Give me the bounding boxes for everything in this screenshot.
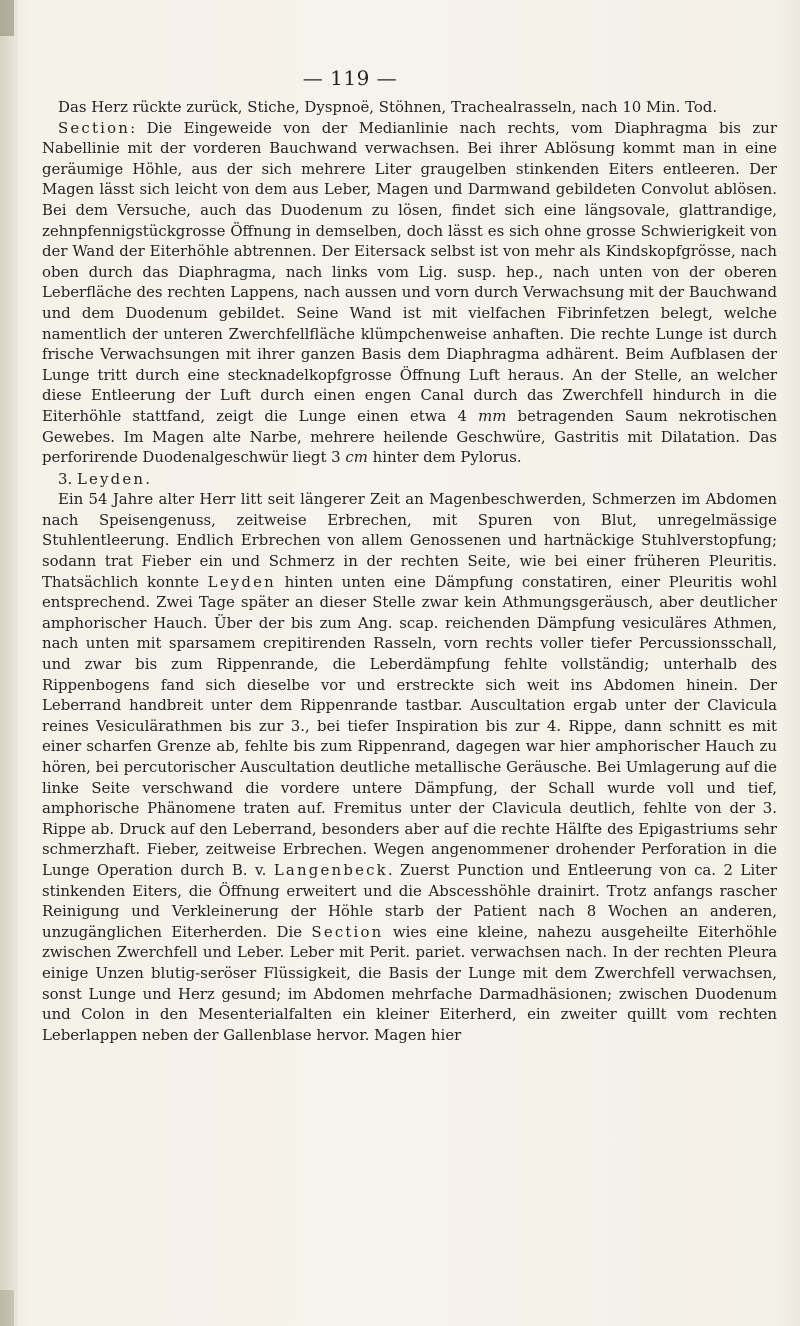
paragraph-text: hinter dem Pylorus.: [367, 448, 522, 467]
paragraph: [42, 489, 777, 1045]
paragraph-text: . Zuerst Punction und Entleerung von ca. 2 Liter stinkenden Eiters, die Öffnung erweitert und die Abscesshöhle drainirt. Trotz anfangs rascher Reinigung und Verkleinerung der Höhle starb der Patient nach 8 Wochen an anderen, unzugänglichen Eiterherden. Die: [42, 860, 778, 941]
paragraph: [42, 118, 777, 468]
case-author: Leyden.: [76, 469, 153, 488]
page-binding-edge: [0, 0, 18, 1326]
section-label: Section: [58, 118, 131, 137]
body-text: [42, 97, 777, 1045]
paragraph-text: Das Herz rückte zurück, Stiche, Dyspnoë, Stöhnen, Trachealrasseln, nach 10 Min. Tod.: [58, 98, 718, 116]
paragraph-text: : Die Eingeweide von der Medianlinie nach rechts, vom Diaphragma bis zur Nabellinie mit der vorderen Bauchwand verwachsen. Bei ihrer Ablösung kommt man in eine geräumige Höhle, aus der sich mehrere Liter graugelben stinkenden Eiters entleeren. Der Magen lässt sich leicht von dem aus Leber, Magen und Darmwand gebildeten Convolut ablösen. Bei dem Versuche, auch das Duodenum zu lösen, findet sich eine längsovale, glattrandige, zehnpfennigstückgrosse Öffnung in demselben, doch lässt es sich ohne grosse Schwierigkeit von der Wand der Eiterhöhle abtrennen. Der Eitersack selbst ist von mehr als Kindskopfgrösse, nach oben durch das Diaphragma, nach links vom Lig. susp. hep., nach unten von der oberen Leberfläche des rechten Lappens, nach aussen und vorn durch Verwachsung mit der Bauchwand und dem Duodenum gebildet. Seine Wand ist mit vielfachen Fibrinfetzen belegt, welche namentlich der unteren Zwerchfellfläche klümpchenweise anhaften. Die rechte Lunge ist durch frische Verwachsungen mit ihrer ganzen Basis dem Diaphragma adhärent. Beim Aufblasen der Lunge tritt durch eine stecknadelkopfgrosse Öffnung Luft heraus. An der Stelle, an welcher diese Entleerung der Luft durch einen engen Canal durch das Zwerchfell hindurch in die Eiterhöhle stattfand, zeigt die Lunge einen etwa 4: [42, 118, 777, 425]
paragraph-text: Ein 54 Jahre alter Herr litt seit längerer Zeit an Magenbeschwerden, Schmerzen im Abdomen nach Speisengenuss, zeitweise Erbrechen, mit Spuren von Blut, unregelmässige Stuhlentleerung. Endlich Erbrechen von allem Genossenen und hartnäckige Stuhlverstopfung; sodann trat Fieber ein und Schmerz in der rechten Seite, wie bei einer früheren Pleuritis. Thatsächlich konnte: [42, 490, 777, 591]
unit-text: mm: [478, 406, 507, 425]
unit-text: cm: [345, 448, 368, 467]
case-number: 3.: [58, 469, 77, 488]
paragraph: [42, 97, 777, 118]
page-number: — 119 —: [302, 66, 398, 90]
section-label: Section: [311, 922, 384, 941]
page-edge-mark: [0, 1290, 14, 1326]
case-heading: [42, 469, 777, 490]
paragraph-text: wies eine kleine, nahezu ausgeheilte Eiterhöhle zwischen Zwerchfell und Leber. Leber mit Perit. pariet. verwachsen nach. In der rechten Pleura einige Unzen blutig-seröser Flüssigkeit, die Basis der Lunge mit dem Zwerchfell verwachsen, sonst Lunge und Herz gesund; im Abdomen mehrfache Darmadhäsionen; zwischen Duodenum und Colon in den Mesenterialfalten ein kleiner Eiterherd, ein zweiter quillt vom rechten Leberlappen neben der Gallenblase hervor. Magen hier: [42, 922, 777, 1044]
page-edge-mark: [0, 0, 14, 36]
author-name: Langenbeck: [273, 860, 388, 879]
paragraph-text: hinten unten eine Dämpfung constatiren, einer Pleuritis wohl entsprechend. Zwei Tage später an dieser Stelle zwar kein Athmungsgeräusch, aber deutlicher amphorischer Hauch. Über der bis zum Ang. scap. reichenden Dämpfung vesiculäres Athmen, nach unten mit sparsamem crepitirenden Rasseln, vorn rechts voller tiefer Percussionsschall, und zwar bis zum Rippenrande, die Leberdämpfung fehlte vollständig; unterhalb des Rippenbogens fand sich dieselbe vor und erstreckte sich weit ins Abdomen hinein. Der Leberrand handbreit unter dem Rippenrande tastbar. Auscultation ergab unter der Clavicula reines Vesiculärathmen bis zur 3., bei tiefer Inspiration bis zur 4. Rippe, dann schnitt es mit einer scharfen Grenze ab, fehlte bis zum Rippenrand, dagegen war hier amphorischer Hauch zu hören, bei percutorischer Auscultation deutliche metallische Geräusche. Bei Umlagerung auf die linke Seite verschwand die vordere untere Dämpfung, der Schall wurde voll und tief, amphorische Phänomene traten auf. Fremitus unter der Clavicula deutlich, fehlte von der 3. Rippe ab. Druck auf den Leberrand, besonders aber auf die rechte Hälfte des Epigastriums sehr schmerzhaft. Fieber, zeitweise Erbrechen. Wegen angenommener drohender Perforation in die Lunge Operation durch B. v.: [42, 572, 777, 879]
paragraph-text: betragenden Saum nekrotischen Gewebes. Im Magen alte Narbe, mehrere heilende Geschwüre, Gastritis mit Dilatation. Das perforirende Duodenalgeschwür liegt 3: [42, 406, 777, 467]
author-name: Leyden: [207, 572, 276, 591]
